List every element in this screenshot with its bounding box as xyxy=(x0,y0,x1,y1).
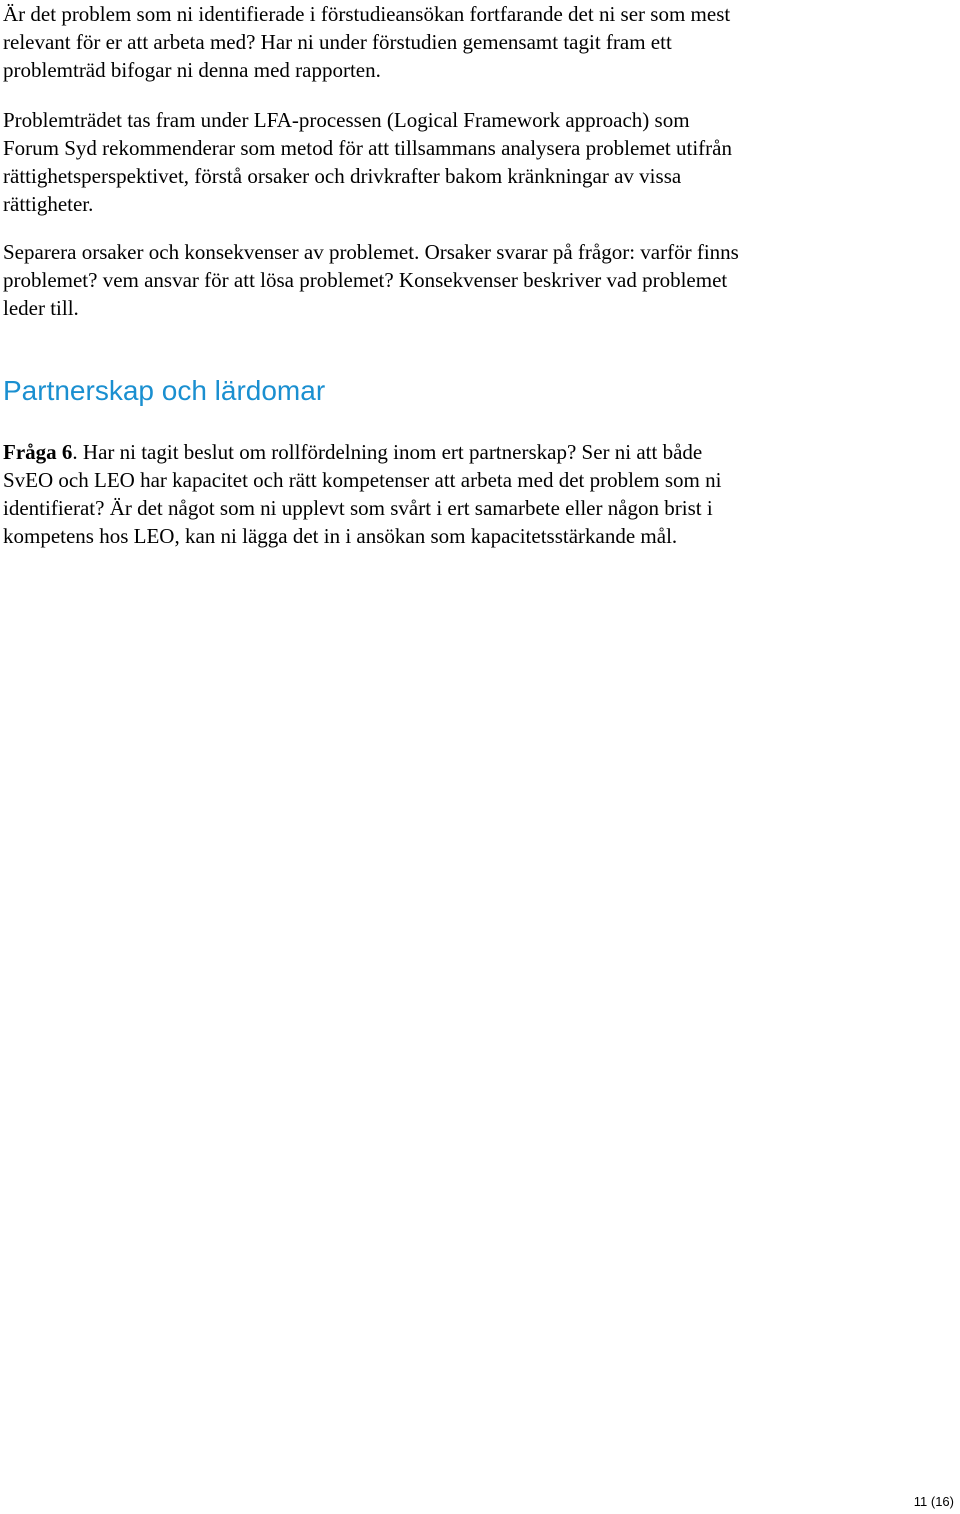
lfa-paragraph: Problemträdet tas fram under LFA-processen (Logical Framework approach) som Forum Syd rekommenderar som metod för att tillsammans analysera problemet utifrån rättighetsperspektivet, förstå orsaker och drivkrafter bakom kränkningar av vissa rättigheter. xyxy=(3,108,732,216)
question-text: . Har ni tagit beslut om rollfördelning inom ert partnerskap? Ser ni att både SvEO och LEO har kapacitet och rätt kompetenser att arbeta med det problem som ni identifierat? Är det något som ni upplevt som svårt i ert samarbete eller någon brist i kompetens hos LEO, kan ni lägga det in i ansökan som kapacitetsstärkande mål. xyxy=(3,440,722,548)
separate-paragraph: Separera orsaker och konsekvenser av problemet. Orsaker svarar på frågor: varför finns problemet? vem ansvar för att lösa problemet? Konsekvenser beskriver vad problemet leder till. xyxy=(3,240,739,320)
intro-paragraph: Är det problem som ni identifierade i förstudieansökan fortfarande det ni ser som mest relevant för er att arbeta med? Har ni under förstudien gemensamt tagit fram ett problemträd bifogar ni denna med rapporten. xyxy=(3,2,731,82)
page-number: 11 (16) xyxy=(913,1494,954,1509)
document-page xyxy=(3,0,903,550)
question-paragraph xyxy=(3,438,903,550)
question-label: Fråga 6 xyxy=(3,440,73,464)
section-heading: Partnerskap och lärdomar xyxy=(3,375,326,406)
